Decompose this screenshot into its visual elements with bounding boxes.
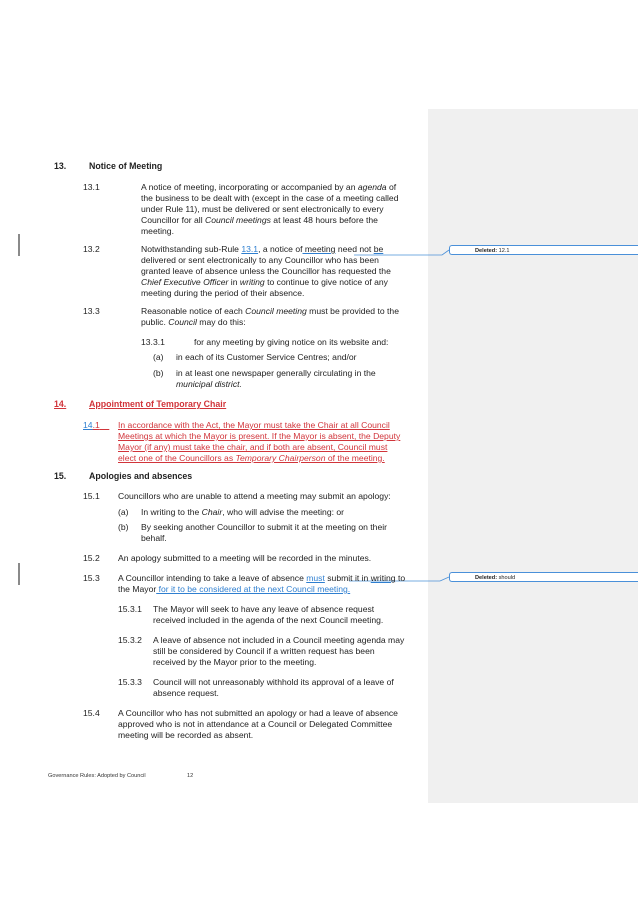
subclause-text: for any meeting by giving notice on its website and:: [194, 337, 389, 347]
subclause-number: 15.3.1: [118, 604, 142, 614]
comment-balloon-deleted-12-1[interactable]: [449, 245, 638, 255]
subclause-text: received by the Mayor prior to the meeting.: [153, 657, 317, 667]
clause-text-line: meeting.: [141, 226, 174, 236]
clause-text-line: A notice of meeting, incorporating or accompanied by an agenda of: [141, 182, 397, 192]
subclause-text: A leave of absence not included in a Council meeting agenda may: [153, 635, 405, 645]
clause-number: 15.1: [83, 491, 100, 501]
section-heading: Apologies and absences: [89, 471, 193, 481]
clause-text-line: elect one of the Councillors as Temporary Chairperson of the meeting.: [118, 453, 385, 463]
list-item-text: In writing to the Chair, who will advise the meeting: or: [141, 507, 345, 517]
list-item-text: in each of its Customer Service Centres; and/or: [176, 352, 357, 362]
list-item-text: By seeking another Councillor to submit it at the meeting on their: [141, 522, 388, 532]
clause-text-line: In accordance with the Act, the Mayor must take the Chair at all Council: [118, 420, 390, 430]
comment-label: Deleted:: [475, 575, 498, 581]
section-number-tab-underline: [54, 399, 89, 410]
clause-text-line: granted leave of absence unless the Councillor has requested the: [141, 266, 391, 276]
clause-number: 13.3: [83, 306, 100, 316]
clause-text-line: under Rule 11), must be delivered or sent electronically to every: [141, 204, 384, 214]
section-number: 13.: [54, 161, 67, 171]
clause-text-line: A Councillor intending to take a leave of absence must submit it in writing to: [118, 573, 406, 583]
footer-title: Governance Rules: Adopted by Council: [48, 773, 146, 779]
comment-balloon-deleted-should[interactable]: [449, 572, 638, 582]
connector-line: [442, 250, 449, 255]
list-label: (a): [118, 507, 129, 517]
cross-reference-link[interactable]: 13.1: [241, 244, 259, 254]
clause-text-line: Chief Executive Officer in writing to continue to give notice of any: [141, 277, 388, 287]
section-heading: Appointment of Temporary Chair: [89, 399, 227, 409]
list-item-text: behalf.: [141, 533, 167, 543]
subclause-number: 13.3.1: [141, 337, 165, 347]
clause-text-line: Councillor for all Council meetings at least 48 hours before the: [141, 215, 378, 225]
list-label: (a): [153, 352, 164, 362]
clause-text-line: approved who is not in attendance at a Council or Delegated Committee: [118, 719, 393, 729]
clause-text-line: An apology submitted to a meeting will be recorded in the minutes.: [118, 553, 372, 563]
subclause-text: still be considered by Council if a written request has been: [153, 646, 375, 656]
clause-text-line: meeting during the period of their absence.: [141, 288, 305, 298]
clause-number: 15.2: [83, 553, 100, 563]
clause-number: 13.1: [83, 182, 100, 192]
clause-text-line: public. Council may do this:: [141, 317, 246, 327]
clause-text-line: Mayor (if any) must take the chair, and if both are absent, Council must: [118, 442, 388, 452]
inserted-text: must: [306, 573, 325, 583]
comment-text: should: [497, 575, 516, 581]
subclause-text: The Mayor will seek to have any leave of absence request: [153, 604, 375, 614]
clause-text-line: the business to be dealt with (except in the case of a meeting called: [141, 193, 399, 203]
subclause-text: received included in the agenda of the next Council meeting.: [153, 615, 384, 625]
inserted-text: for it to be considered at the next Council meeting.: [156, 584, 351, 594]
section-number: 14.: [54, 399, 67, 409]
comment-label: Deleted:: [475, 248, 498, 254]
clause-number: 13.2: [83, 244, 100, 254]
connector-line: [440, 577, 449, 581]
clause-number: 15.3: [83, 573, 100, 583]
comment-text: 12.1: [497, 248, 510, 254]
list-item-text: municipal district.: [176, 379, 242, 389]
list-label: (b): [153, 368, 164, 378]
section-heading: Notice of Meeting: [89, 161, 163, 171]
clause-text-line: meeting will be recorded as absent.: [118, 730, 254, 740]
clause-text-line: the Mayor for it to be considered at the next Council meeting.: [118, 584, 351, 594]
clause-text-line: A Councillor who has not submitted an apology or had a leave of absence: [118, 708, 398, 718]
subclause-number: 15.3.2: [118, 635, 142, 645]
clause-number: 15.4: [83, 708, 100, 718]
subclause-text: Council will not unreasonably withhold its approval of a leave of: [153, 677, 394, 687]
clause-text-line: delivered or sent electronically to any Councillor who has been: [141, 255, 379, 265]
clause-text-line: Councillors who are unable to attend a meeting may submit an apology:: [118, 491, 391, 501]
clause-text-line: Notwithstanding sub-Rule 13.1, a notice of meeting need not be: [141, 244, 384, 254]
clause-text-line: Meetings at which the Mayor is present. If the Mayor is absent, the Deputy: [118, 431, 401, 441]
footer-page-number: 12: [187, 773, 194, 779]
list-item-text: in at least one newspaper generally circulating in the: [176, 368, 376, 378]
clause-text-line: Reasonable notice of each Council meeting must be provided to the: [141, 306, 399, 316]
list-label: (b): [118, 522, 129, 532]
subclause-number: 15.3.3: [118, 677, 142, 687]
subclause-text: absence request.: [153, 688, 219, 698]
clause-number: 14.1: [83, 420, 100, 430]
section-number: 15.: [54, 471, 67, 481]
